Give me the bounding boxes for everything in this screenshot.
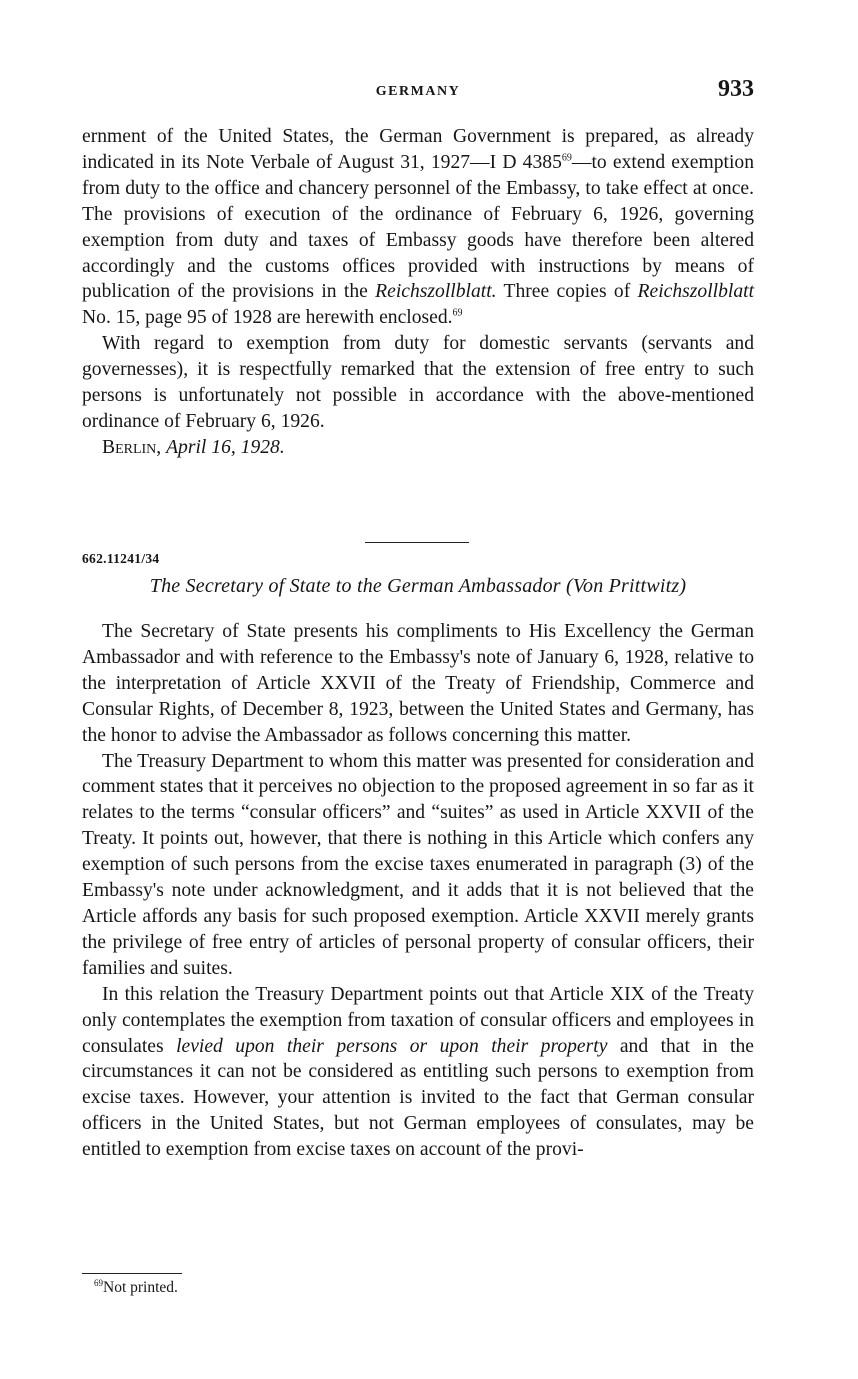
emphasized-phrase: levied upon their persons or upon their property (176, 1035, 608, 1057)
signoff-line (82, 435, 754, 461)
page-header (82, 76, 754, 106)
signoff-date: April 16, 1928. (166, 436, 285, 458)
footnote (94, 1279, 178, 1297)
paragraph-treasury-comment: The Treasury Department to whom this matter was presented for consideration and comment states that it perceives no objection to the proposed agreement in so far as it relates to the terms “consular officers” and “suites” as used in Article XXVII of the Treaty. It points out, however, that there is nothing in this Article which confers any exemption of such persons from the excise taxes enumerated in paragraph (3) of the Embassy's note under acknowledgment, and it adds that it is not believed that the Article affords any basis for such proposed exemption. Article XXVII merely grants the privilege of free entry of articles of personal property of consular officers, their families and suites. (82, 750, 754, 979)
paragraph-domestic-servants: With regard to exemption from duty for domestic servants (servants and governesses), it is respectfully remarked that the extension of free entry to such persons is unfortunately not possible in accordance with the above-mentioned ordinance of February 6, 1926. (82, 333, 754, 432)
signoff-place: Berlin, (102, 436, 162, 458)
publication-title: Reichszollblatt. (375, 281, 497, 303)
paragraph-article-xix: In this relation the Treasury Department points out that Article XIX of the Treaty only contemplates the exemption from taxation of consular officers and employees in consulates levied upon their persons or upon their property and that in the circumstances it can not be considered as entitling such persons to exemption from excise taxes. However, your attention is invited to the fact that German consular officers in the United States, but not German employees of consulates, may be entitled to exemption from excise taxes on account of the provi- (82, 983, 754, 1161)
section-divider (365, 542, 469, 543)
paragraph-duty-exemption: ernment of the United States, the German Government is prepared, as already indicated in its Note Verbale of August 31, 1927—I D 4385$^{69}$—to extend exemption from duty to the office and chancery personnel of the Embassy, to take effect at once. The provisions of execution of the ordinance of February 6, 1926, governing exemption from duty and taxes of Embassy goods have therefore been altered accordingly and the customs offices provided with instructions by means of publication of the provisions in the Reichszollblatt. Three copies of Reichszollblatt No. 15, page 95 of 1928 are herewith enclosed.$^{69}$ (82, 126, 755, 329)
file-number: 662.11241/34 (82, 551, 160, 566)
document-title: The Secretary of State to the German Ambassador (Von Prittwitz) (149, 575, 687, 597)
footnote-divider (82, 1273, 182, 1274)
footnote-ref: 69 (561, 152, 572, 164)
ambassador-name: Von Prittwitz (572, 575, 680, 597)
running-head: GERMANY (375, 84, 461, 99)
document-body (82, 619, 754, 1163)
footnote-text: Not printed. (103, 1279, 178, 1296)
footnote-ref: 69 (452, 307, 463, 319)
publication-title: Reichszollblatt (637, 281, 755, 303)
page-number: 933 (718, 76, 754, 102)
footnote-marker: 69 (94, 1277, 103, 1288)
continued-note-section (82, 124, 754, 461)
paragraph-compliments: The Secretary of State presents his compliments to His Excellency the German Ambassador and with reference to the Embassy's note of January 6, 1928, relative to the interpretation of Article XXVII of the Treaty of Friendship, Commerce and Consular Rights, of December 8, 1923, between the United States and Germany, has the honor to advise the Ambassador as follows concerning this matter. (82, 621, 754, 746)
